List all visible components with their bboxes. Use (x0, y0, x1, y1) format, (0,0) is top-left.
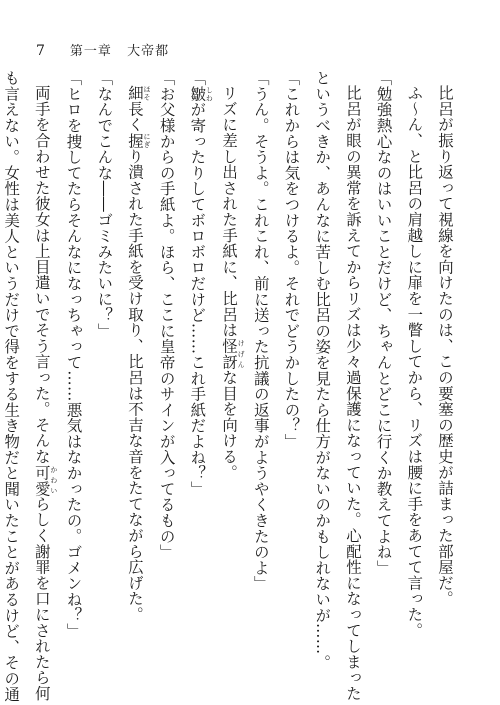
dialogue-line: 「うん。そうよ。これこれ、前に送った抗議の返事がようやくきたのよ」 (251, 70, 270, 592)
furigana-reading: かわい (49, 464, 58, 497)
furigana-word: 可愛 かわい (32, 464, 58, 497)
chapter-title: 大帝都 (127, 44, 170, 59)
text-line: 両手を合わせた彼女は上目遣いでそう言った。そんな可愛 かわいらしく謝罪を口にされたら何 (32, 85, 58, 702)
page-number: 7 (36, 43, 46, 59)
furigana-reading: にぎ (142, 132, 151, 149)
furigana-reading: しわ (205, 85, 214, 102)
text-line: というべきか、あんなに苦しむ比呂の姿を見たら仕方がないのかもしれないが……。 (313, 70, 332, 671)
text-line: ふ〜ん、と比呂の肩越しに扉を一瞥してから、リズは腰に手をあてて言った。 (405, 85, 424, 639)
furigana-reading: けげん (237, 338, 246, 370)
chapter-label: 第一章 (69, 44, 112, 59)
text-line: 比呂が振り返って視線を向けたのは、この要塞の歴史が詰まった部屋だ。 (436, 85, 454, 607)
dialogue-line: 「勉強熱心なのはいいことだけど、ちゃんとどこに行くか教えてよね」 (374, 70, 393, 576)
running-head (36, 40, 169, 59)
text-line: も言えない。女性は美人というだけで得をする生き物だと聞いたことがあるけど、その通 (2, 70, 21, 702)
dialogue-line: 「お父様からの手紙よ。ほら、ここに皇帝のサインが入ってるもの」 (157, 70, 176, 560)
furigana-word: 皺 しわ (188, 85, 214, 102)
text-line: 比呂が眼の異常を訴えてからリズは少々過保護になっていた。心配性になってしまった (343, 85, 362, 702)
furigana-word: 怪訝 けげん (220, 338, 246, 370)
dialogue-line: 「皺 しわが寄ったりしてボロボロだけど……これ手紙だよね？」 (188, 70, 214, 497)
dialogue-line: 「これからは気をつけるよ。それでどうかしたの？」 (282, 70, 301, 450)
furigana-word: 細 ほそ (125, 85, 151, 102)
chapter-heading (70, 40, 169, 59)
furigana-reading: ほそ (142, 85, 151, 102)
body-text (2, 70, 460, 702)
dialogue-line: 「ヒロを捜してたらそんなになっちゃって……悪気はなかったの。ゴメンね？」 (64, 70, 83, 639)
text-line: リズに差し出された手紙に、比呂は怪訝 けげんな目を向ける。 (220, 85, 246, 481)
furigana-word: 握 にぎ (125, 132, 151, 149)
text-line: 細 ほそ長く握 にぎり潰された手紙を受け取り、比呂は不吉な音をたてながら広げた。 (125, 85, 151, 623)
dialogue-line: 「なんでこんな――ゴミみたいに？」 (95, 70, 114, 339)
